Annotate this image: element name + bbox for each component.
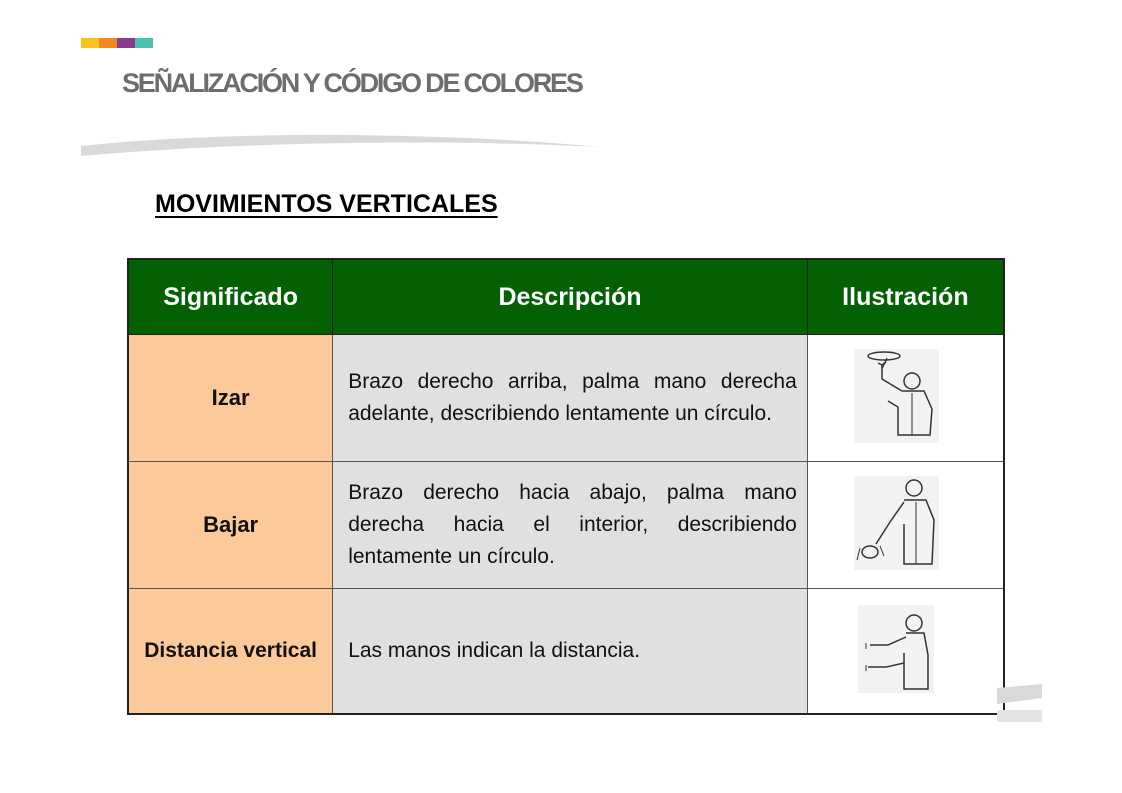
- illustration-cell: [807, 335, 1004, 462]
- table-row: [128, 462, 1004, 589]
- decorative-corner-shape: [997, 680, 1042, 730]
- column-header-illustration: Ilustración: [807, 259, 1004, 335]
- signal-vertical-distance-icon: [858, 605, 934, 693]
- column-header-meaning: Significado: [128, 259, 333, 335]
- illustration-cell: [807, 462, 1004, 589]
- slide-title: SEÑALIZACIÓN Y CÓDIGO DE COLORES: [122, 68, 582, 98]
- column-header-description: Descripción: [333, 259, 808, 335]
- description-cell: Las manos indican la distancia.: [333, 589, 808, 715]
- section-heading: MOVIMIENTOS VERTICALES: [155, 190, 498, 218]
- description-cell: Brazo derecho arriba, palma mano derecha adelante, describiendo lentamente un círculo.: [333, 335, 808, 462]
- meaning-cell: Bajar: [128, 462, 333, 589]
- meaning-cell: Distancia vertical: [128, 589, 333, 715]
- signals-table: [127, 258, 1005, 715]
- description-cell: Brazo derecho hacia abajo, palma mano derecha hacia el interior, describiendo lentamente un círculo.: [333, 462, 808, 589]
- table-header-row: [128, 259, 1004, 335]
- signal-hoist-icon: [854, 349, 939, 443]
- illustration-cell: [807, 589, 1004, 715]
- table-row: [128, 589, 1004, 715]
- meaning-cell: Izar: [128, 335, 333, 462]
- signal-lower-icon: [854, 476, 939, 570]
- table-row: [128, 335, 1004, 462]
